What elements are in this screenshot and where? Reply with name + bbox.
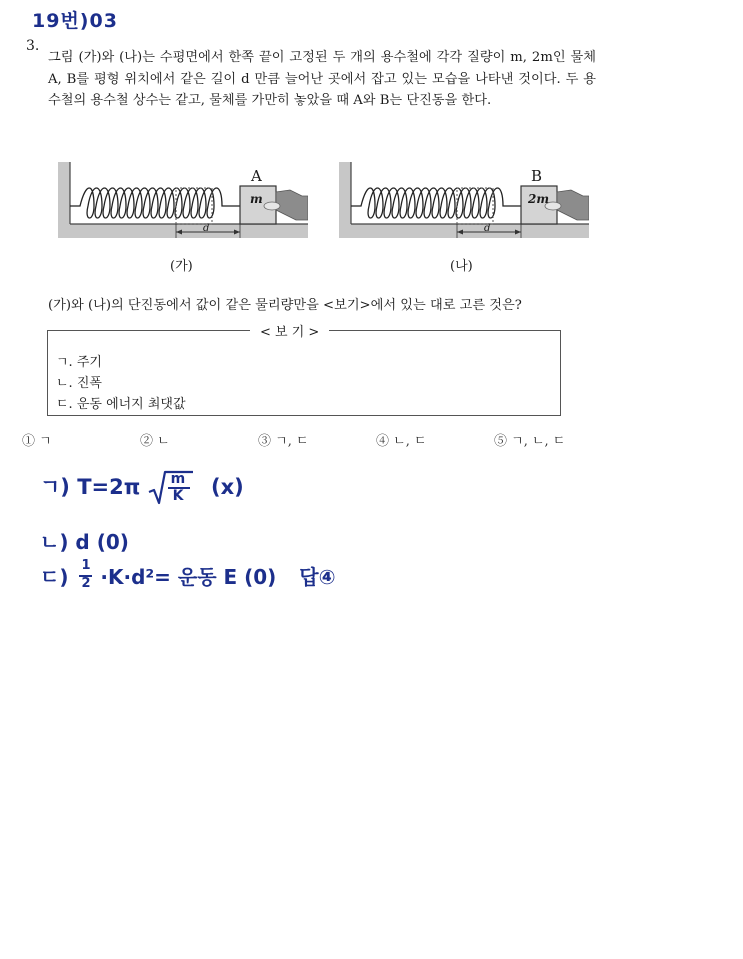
figure-na-distance-label: d bbox=[484, 223, 491, 234]
half-fraction bbox=[79, 560, 93, 592]
sqrt-denominator: K bbox=[172, 488, 184, 504]
figure-ga-block-label: A bbox=[251, 167, 262, 185]
question-number: 3. bbox=[26, 38, 40, 54]
sqrt-numerator: m bbox=[170, 471, 186, 487]
half-fraction-denominator: 2 bbox=[81, 576, 91, 591]
figure-na-mass-label: 2m bbox=[528, 192, 550, 206]
note-line-1-suffix: (x) bbox=[210, 475, 244, 499]
choice-2[interactable]: ② ㄴ bbox=[140, 434, 170, 449]
choice-1[interactable]: ① ㄱ bbox=[22, 434, 52, 449]
choice-5[interactable]: ⑤ ㄱ, ㄴ, ㄷ bbox=[494, 434, 566, 449]
note-line-1 bbox=[40, 470, 244, 510]
figure-ga-caption: (가) bbox=[170, 259, 193, 274]
figure-ga-mass-label: m bbox=[250, 192, 263, 206]
figure-na bbox=[339, 162, 589, 242]
bogi-title: < 보 기 > bbox=[250, 321, 329, 340]
choice-3[interactable]: ③ ㄱ, ㄷ bbox=[258, 434, 309, 449]
choice-4[interactable]: ④ ㄴ, ㄷ bbox=[376, 434, 427, 449]
note-line-2: ㄴ) d (0) bbox=[40, 530, 129, 554]
figure-ga bbox=[58, 162, 308, 242]
bogi-item: ㄴ. 진폭 bbox=[56, 376, 102, 391]
half-fraction-numerator: 1 bbox=[81, 558, 91, 573]
note-line-3 bbox=[40, 560, 336, 592]
note-line-3-rest: ·K·d²= 운동 E (0) bbox=[100, 565, 277, 589]
note-line-3-prefix: ㄷ) bbox=[40, 565, 69, 589]
question-prompt: (가)와 (나)의 단진동에서 값이 같은 물리량만을 <보기>에서 있는 대로 고른 것은? bbox=[48, 298, 522, 313]
bogi-item: ㄷ. 운동 에너지 최댓값 bbox=[56, 397, 186, 412]
figure-na-caption: (나) bbox=[450, 259, 473, 274]
note-line-1-prefix: ㄱ) T=2π bbox=[40, 475, 141, 499]
figure-na-block-label: B bbox=[531, 167, 543, 185]
question-stem: 그림 (가)와 (나)는 수평면에서 한쪽 끝이 고정된 두 개의 용수철에 각각 질량이 m, 2m인 물체 A, B를 평형 위치에서 같은 길이 d 만큼 늘어난 곳에서 잡고 있는 모습을 나타낸 것이다. 두 용수철의 용수철 상수는 같고, 물체를 가만히 놓았을 때 A와 B는 단진동을 한다. bbox=[48, 50, 596, 108]
note-line-3-answer: 답④ bbox=[299, 565, 336, 589]
handwritten-header: 19번)03 bbox=[32, 10, 118, 32]
bogi-item: ㄱ. 주기 bbox=[56, 355, 102, 370]
figure-ga-distance-label: d bbox=[203, 223, 210, 234]
sqrt-symbol bbox=[148, 470, 194, 506]
